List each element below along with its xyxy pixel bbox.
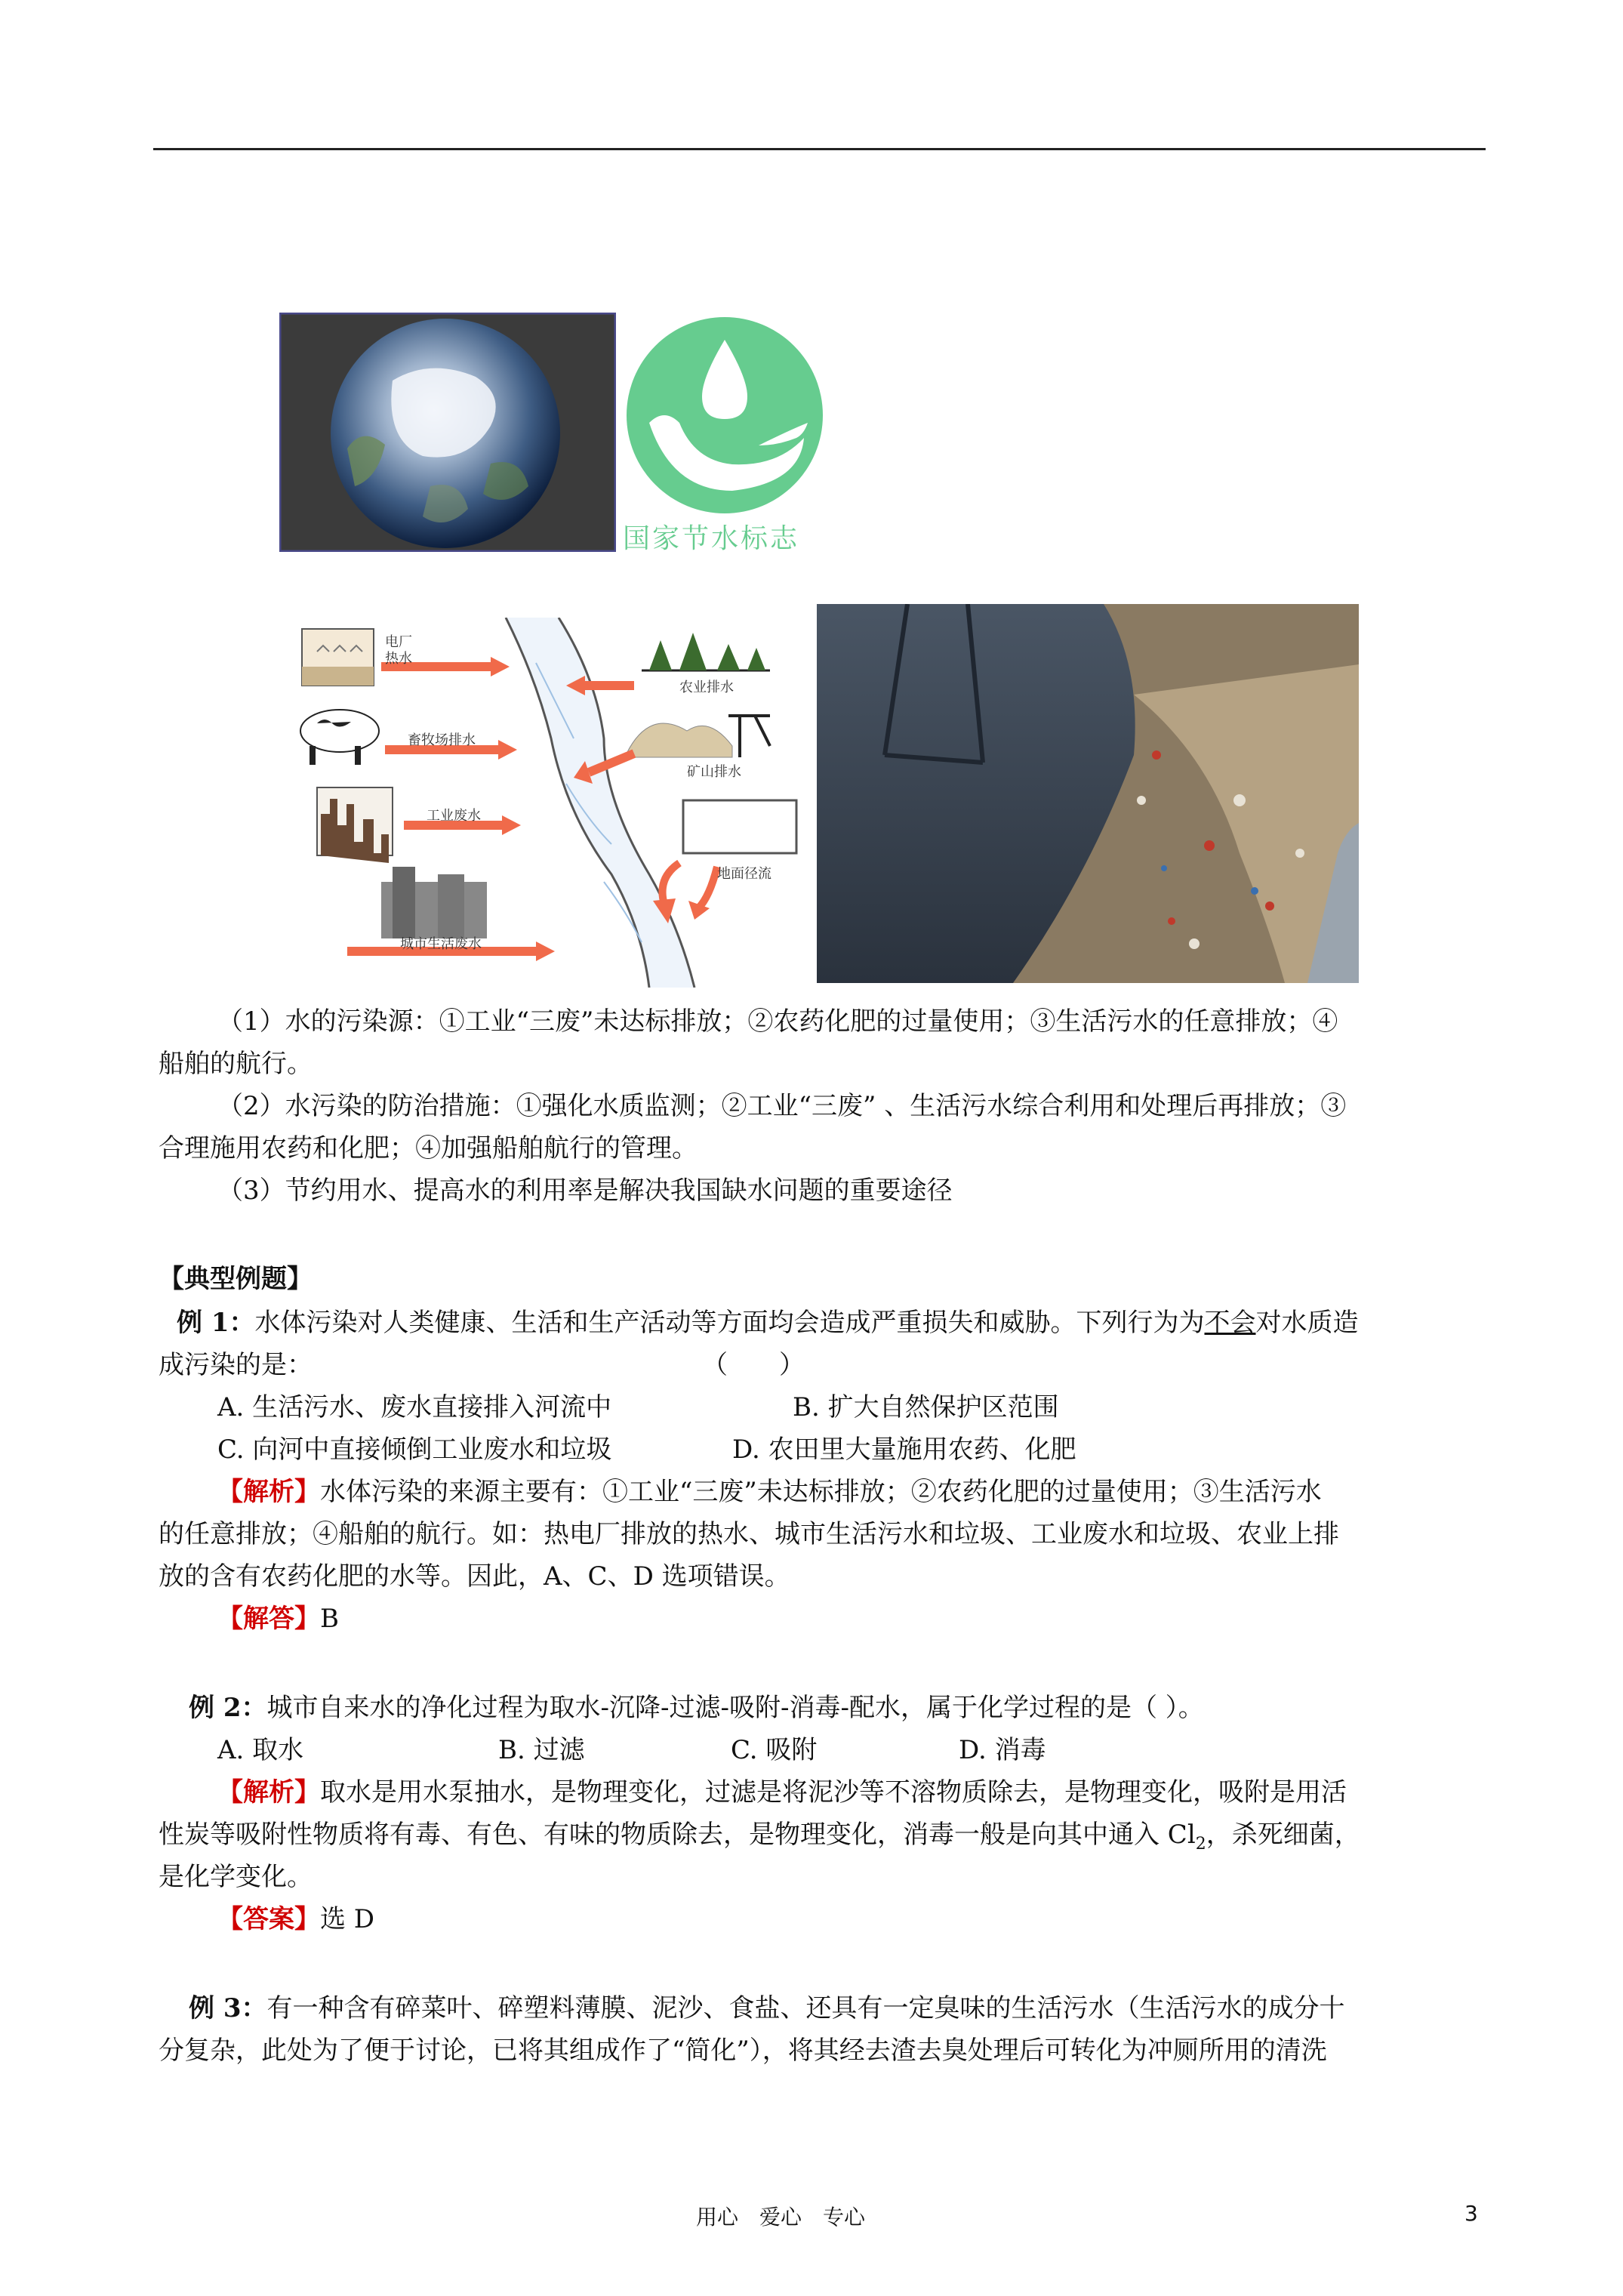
label-urban: 城市生活废水 [400, 936, 482, 952]
header-rule [153, 148, 1486, 150]
label-mine: 矿山排水 [687, 764, 741, 780]
example-3-label: 例 3： [189, 1993, 267, 2023]
point-1-number: （1） [217, 1006, 285, 1037]
example-2-option-a: A. 取水 [217, 1735, 304, 1765]
example-1-answer-paren: （ ） [702, 1350, 805, 1380]
example-1-q-part2: 对水质造 [1255, 1308, 1359, 1338]
point-2-text: 水污染的防治措施：①强化水质监测；②工业“三废” 、生活污水综合利用和处理后再排放；③ [285, 1091, 1347, 1121]
example-2-analysis-subscript: 2 [1195, 1834, 1206, 1854]
page-number: 3 [1464, 2201, 1478, 2226]
label-livestock: 畜牧场排水 [408, 732, 476, 748]
footer-center: 用心 爱心 专心 [696, 2205, 866, 2230]
example-2-option-d: D. 消毒 [959, 1735, 1046, 1765]
label-surface: 地面径流 [717, 866, 771, 882]
label-agri: 农业排水 [679, 680, 734, 695]
example-1-answer-value: B [320, 1604, 339, 1634]
example-1-question [177, 1302, 1359, 1344]
example-1-option-a: A. 生活污水、废水直接排入河流中 [217, 1392, 612, 1422]
point-1-cont: 船舶的航行。 [159, 1049, 313, 1079]
point-3-text: 节约用水、提高水的利用率是解决我国缺水问题的重要途径 [285, 1176, 953, 1206]
section-title: 【典型例题】 [159, 1264, 313, 1294]
example-1-q-line2: 成污染的是： [159, 1350, 313, 1380]
example-1-analysis-line2: 的任意排放；④船舶的航行。如：热电厂排放的热水、城市生活污水和垃圾、工业废水和垃圾、农业上排 [159, 1519, 1339, 1549]
example-2-question [189, 1687, 1204, 1729]
logo-caption: 国家节水标志 [623, 523, 800, 554]
example-1-option-c: C. 向河中直接倾倒工业废水和垃圾 [217, 1435, 612, 1465]
point-3-number: （3） [217, 1176, 285, 1206]
example-1-label: 例 1： [177, 1308, 255, 1338]
example-2-question-text: 城市自来水的净化过程为取水-沉降-过滤-吸附-消毒-配水，属于化学过程的是（ ）。 [266, 1693, 1204, 1723]
example-1-analysis-line1: 水体污染的来源主要有：①工业“三废”未达标排放；②农药化肥的过量使用；③生活污水 [320, 1477, 1322, 1507]
example-1-answer [217, 1598, 339, 1640]
point-3 [217, 1170, 953, 1212]
example-3-text: 有一种含有碎菜叶、碎塑料薄膜、泥沙、食盐、还具有一定臭味的生活污水（生活污水的成分十 [266, 1993, 1345, 2023]
example-3-line2: 分复杂，此处为了便于讨论，已将其组成作了“简化”），将其经去渣去臭处理后可转化为冲厕所用的清洗 [159, 2036, 1327, 2066]
answer-tag: 【解答】 [217, 1604, 320, 1634]
example-2-option-c: C. 吸附 [731, 1735, 818, 1765]
answer-tag: 【答案】 [217, 1904, 320, 1934]
point-1 [217, 1000, 1338, 1043]
example-2-answer [217, 1898, 374, 1940]
earth-globe-photo [279, 313, 616, 552]
example-2-analysis [217, 1771, 1347, 1814]
example-2-analysis-2b: ，杀死细菌， [1206, 1820, 1360, 1850]
example-2-option-b: B. 过滤 [498, 1735, 585, 1765]
label-power-hot: 电厂热水 [385, 634, 412, 667]
example-1-analysis-line3: 放的含有农药化肥的水等。因此，A、C、D 选项错误。 [159, 1561, 790, 1592]
example-2-answer-value: 选 D [320, 1904, 375, 1934]
analysis-tag: 【解析】 [217, 1477, 320, 1507]
example-2-analysis-2a: 性炭等吸附性物质将有毒、有色、有味的物质除去，是物理变化，消毒一般是向其中通入 Cl [159, 1820, 1196, 1850]
example-1-q-underline: 不会 [1204, 1308, 1256, 1338]
example-2-label: 例 2： [189, 1693, 267, 1723]
example-2-analysis-line1: 取水是用水泵抽水，是物理变化，过滤是将泥沙等不溶物质除去，是物理变化，吸附是用活 [320, 1777, 1347, 1808]
pollution-sources-diagram [287, 618, 815, 988]
point-2 [217, 1085, 1346, 1127]
example-1-q-part1: 水体污染对人类健康、生活和生产活动等方面均会造成严重损失和威胁。下列行为为 [254, 1308, 1205, 1338]
point-2-cont: 合理施用农药和化肥；④加强船舶航行的管理。 [159, 1133, 698, 1163]
example-3-line1 [189, 1987, 1345, 2029]
example-1-option-d: D. 农田里大量施用农药、化肥 [732, 1435, 1076, 1465]
polluted-river-photo [817, 604, 1359, 983]
example-2-analysis-line3: 是化学变化。 [159, 1862, 313, 1892]
point-1-text: 水的污染源：①工业“三废”未达标排放；②农药化肥的过量使用；③生活污水的任意排放；④ [285, 1006, 1338, 1037]
analysis-tag: 【解析】 [217, 1777, 320, 1808]
point-2-number: （2） [217, 1091, 285, 1121]
example-2-analysis-line2 [159, 1814, 1360, 1866]
example-1-option-b: B. 扩大自然保护区范围 [793, 1392, 1059, 1422]
water-saving-logo [619, 310, 830, 559]
label-industrial: 工业废水 [427, 808, 481, 824]
example-1-analysis [217, 1471, 1322, 1513]
